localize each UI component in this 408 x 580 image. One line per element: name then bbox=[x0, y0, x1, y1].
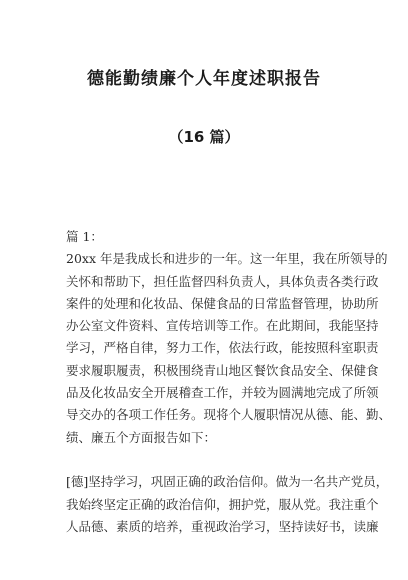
document-title: 德能勤绩廉个人年度述职报告 bbox=[87, 69, 321, 89]
paragraph-line: 要求履职履责，积极围绕青山地区餐饮食品安全、保健食 bbox=[66, 362, 379, 378]
paragraph-line: 关怀和帮助下，担任监督四科负责人，具体负责各类行政 bbox=[66, 273, 379, 289]
section-heading: 篇 1： bbox=[66, 229, 103, 244]
paragraph-line: 20xx 年是我成长和进步的一年。这一年里，我在所领导的 bbox=[66, 251, 388, 267]
paragraph-line: 案件的处理和化妆品、保健食品的日常监督管理，协助所 bbox=[66, 295, 379, 311]
document-body bbox=[66, 226, 392, 538]
paragraph-line: 学习，严格自律，努力工作，依法行政，能按照科室职责 bbox=[66, 340, 379, 356]
paragraph-line: 品及化妆品安全开展稽查工作，并较为圆满地完成了所领 bbox=[66, 385, 379, 401]
paragraph-line: 办公室文件资料、宣传培训等工作。在此期间，我能坚持 bbox=[66, 318, 379, 334]
paragraph-line: 导交办的各项工作任务。现将个人履职情况从德、能、勤、 bbox=[66, 407, 392, 423]
document-subtitle: （16 篇） bbox=[168, 128, 240, 146]
paragraph-line: 人品德、素质的培养，重视政治学习，坚持读好书，读廉 bbox=[66, 518, 379, 534]
paragraph-gap bbox=[66, 449, 358, 471]
paragraph-line: [德]坚持学习，巩固正确的政治信仰。做为一名共产党员， bbox=[66, 474, 389, 490]
paragraph-line: 绩、廉五个方面报告如下： bbox=[66, 429, 217, 445]
paragraph-line: 我始终坚定正确的政治信仰，拥护党，服从党。我注重个 bbox=[66, 496, 379, 512]
